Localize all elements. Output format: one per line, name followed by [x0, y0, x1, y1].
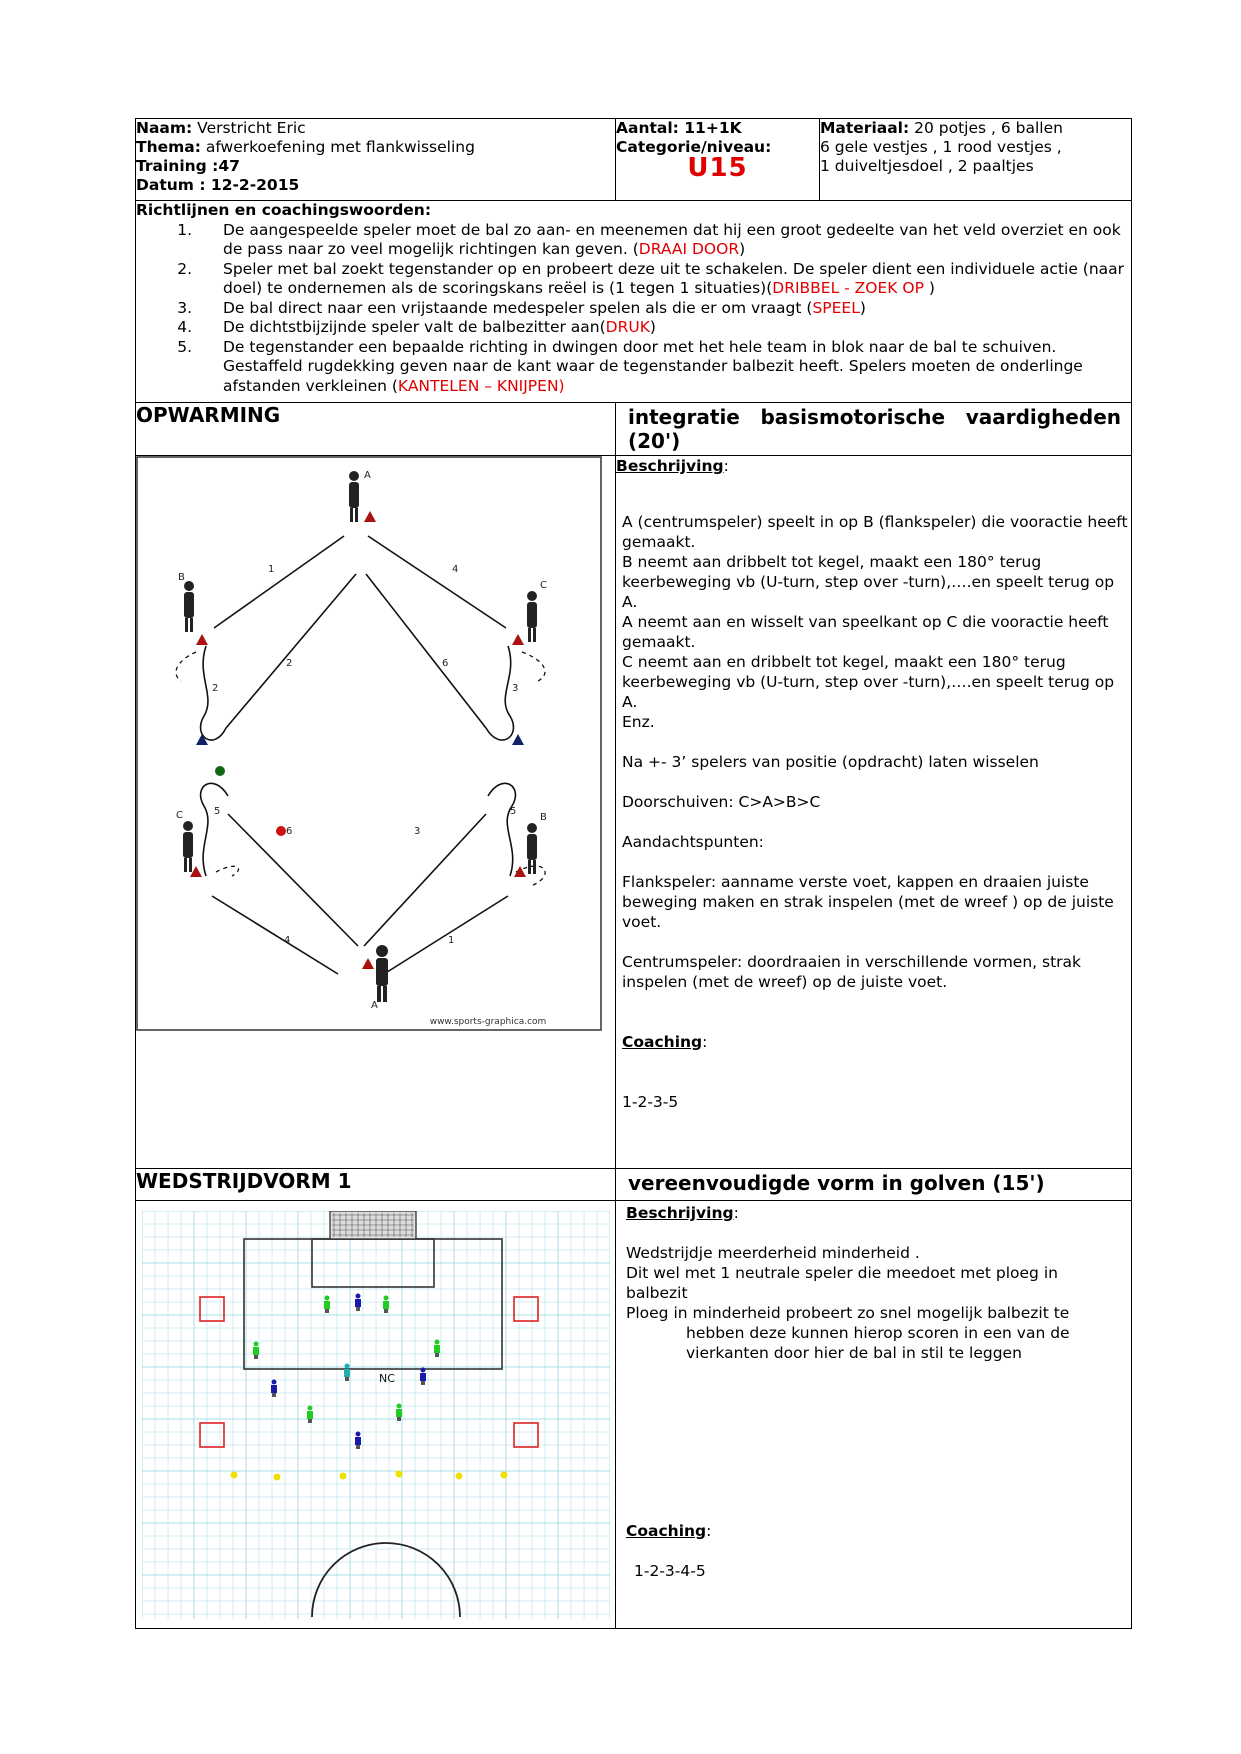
position-label: B [178, 572, 185, 583]
pass-number: 3 [512, 683, 519, 694]
beschrijving-label: Beschrijving [626, 1204, 734, 1222]
training-number: Training :47 [136, 157, 240, 175]
yellow-cone [456, 1473, 463, 1480]
training-table [135, 118, 1132, 1629]
green-player [324, 1296, 330, 1314]
field-players [253, 1294, 440, 1450]
position-label: A [371, 1000, 378, 1011]
materiaal-label: Materiaal: [820, 119, 910, 137]
score-square [200, 1423, 224, 1447]
score-square [200, 1297, 224, 1321]
training-date: Datum : 12-2-2015 [136, 176, 300, 194]
penalty-area [244, 1239, 502, 1369]
yellow-cone [396, 1471, 403, 1478]
desc-line: Ploeg in minderheid probeert zo snel mogelijk balbezit te hebben deze kunnen hierop scoren in een van de vierkanten door hier de bal in stil te leggen [626, 1304, 1070, 1362]
guidelines-list [136, 221, 1131, 397]
guidelines [136, 201, 1132, 403]
position-label: C [176, 810, 183, 821]
guideline-text: De dichtstbijzijnde speler valt de balbezitter aan( [223, 318, 606, 336]
coaching-label: Coaching [622, 1033, 703, 1051]
pass-number: 5 [510, 806, 517, 817]
green-player [396, 1404, 402, 1422]
guideline-num: 3. [177, 298, 192, 317]
naam-value: Verstricht Eric [192, 119, 306, 137]
coaching-value: 1-2-3-4-5 [634, 1562, 706, 1580]
diagram-watermark: www.sports-graphica.com [429, 1017, 547, 1027]
opwarming-description: Beschrijving: A (centrumspeler) speelt in op B (flankspeler) die vooractie heeft gemaakt. B neemt aan dribbelt tot kegel, maakt een 180° terug keerbeweging vb (U-turn, step over -turn),….en speelt terug op A. A neemt aan en wisselt van speelkant op C die vooractie heeft gemaakt. C neemt aan en dribbelt tot kegel, maakt een 180° terug keerbeweging vb (U-turn, step over -turn),….en speelt terug op A. Enz. Na +- 3’ spelers van positie (opdracht) laten wisselen Doorschuiven: C>A>B>C Aandachtspunten: Flankspeler: aanname verste voet, kappen en draaien juiste beweging maken en strak inspelen (met de wreef ) op de juiste voet. Centrumspeler: doordraaien in verschillende vormen, strak inspelen (met de wreef) op de juiste voet. Coaching: 1-2-3-5 [616, 456, 1132, 1169]
guidelines-title: Richtlijnen en coachingswoorden: [136, 201, 432, 219]
categorie-label: Categorie/niveau: [616, 138, 772, 156]
header-group [616, 119, 820, 201]
position-label: C [540, 580, 547, 591]
desc-line: Centrumspeler: doordraaien in verschillende vormen, strak inspelen (met de wreef) op de juiste voet. [622, 953, 1082, 991]
pass-number: 1 [448, 935, 455, 946]
green-player [383, 1296, 389, 1314]
pass-number: 5 [214, 806, 221, 817]
guideline-text: De bal direct naar een vrijstaande medespeler spelen als die er om vraagt ( [223, 298, 813, 317]
guideline-keyword: DRAAI DOOR [638, 240, 740, 258]
pass-number: 3 [414, 826, 421, 837]
guideline-end: ) [923, 279, 935, 297]
wedstrijd-field-cell [136, 1201, 616, 1629]
red-ball [276, 826, 286, 836]
guideline-text: De tegenstander een bepaalde richting in dwingen door met het hele team in blok naar de bal te schuiven. Gestaffeld rugdekking geven naar de kant waar de tegenstander balbezit heeft. Spelers moeten de onderlinge afstanden verkleinen ( [223, 337, 1083, 395]
wedstrijd-description: Beschrijving: Wedstrijdje meerderheid minderheid . Dit wel met 1 neutrale speler die meedoet met ploeg in balbezit Ploeg in minderheid probeert zo snel mogelijk balbezit te hebben deze kunnen hierop scoren in een van de vierkanten door hier de bal in stil te leggen Coaching: 1-2-3-4-5 [616, 1201, 1132, 1629]
guideline-keyword: SPEEL [812, 298, 860, 317]
yellow-cone [501, 1472, 508, 1479]
coaching-value: 1-2-3-5 [622, 1093, 679, 1111]
blue-player [355, 1294, 361, 1312]
guideline-num: 1. [177, 220, 192, 239]
position-label: B [540, 812, 547, 823]
opwarming-diagram-cell [136, 456, 616, 1169]
guideline-keyword: KANTELEN – KNIJPEN) [397, 376, 565, 395]
pass-number: 4 [452, 564, 459, 575]
green-player [253, 1342, 259, 1360]
thema-value: afwerkoefening met flankwisseling [200, 138, 475, 156]
desc-line: C neemt aan en dribbelt tot kegel, maakt een 180° terug keerbeweging vb (U-turn, step over -turn),….en speelt terug op A. [622, 653, 1115, 711]
pass-number: 1 [268, 564, 275, 575]
yellow-cone [340, 1473, 347, 1480]
opwarming-subtitle-text: integratie basismotorische vaardigheden (20') [628, 405, 1121, 453]
guideline-num: 4. [177, 318, 192, 336]
position-label: A [364, 470, 371, 481]
training-sheet [135, 118, 1131, 1629]
guideline-keyword: DRIBBEL - ZOEK OP [772, 279, 924, 297]
blue-player [420, 1368, 426, 1386]
warmup-diagram [136, 456, 602, 1031]
yellow-cone [274, 1474, 281, 1481]
opwarming-title: OPWARMING [136, 403, 616, 456]
yellow-cone [231, 1472, 238, 1479]
aantal: Aantal: 11+1K [616, 119, 742, 137]
desc-line: B neemt aan dribbelt tot kegel, maakt een 180° terug keerbeweging vb (U-turn, step over -turn),….en speelt terug op A. [622, 553, 1115, 611]
materiaal-line3: 1 duiveltjesdoel , 2 paaltjes [820, 157, 1034, 175]
guideline-item [136, 260, 1131, 299]
desc-line: Enz. [622, 713, 655, 731]
center-circle [312, 1543, 460, 1617]
field-grid [142, 1211, 610, 1619]
neutral-player-label: NC [379, 1372, 395, 1385]
guideline-item [136, 338, 1131, 397]
blue-player [355, 1432, 361, 1450]
desc-line: A neemt aan en wisselt van speelkant op C die vooractie heeft gemaakt. [622, 613, 1109, 651]
match-field-diagram [142, 1211, 610, 1619]
desc-line: Doorschuiven: C>A>B>C [622, 793, 821, 811]
wedstrijdvorm-title: WEDSTRIJDVORM 1 [136, 1169, 616, 1201]
pass-number: 2 [212, 683, 219, 694]
green-ball [215, 766, 225, 776]
guideline-item [136, 318, 1131, 338]
guideline-keyword: DRUK [605, 318, 650, 336]
header-identity [136, 119, 616, 201]
guideline-text: De aangespeelde speler moet de bal zo aan- en meenemen dat hij een groot gedeelte van het veld overziet en ook de pass naar zo veel mogelijk richtingen kan geven. ( [223, 220, 1121, 258]
pass-number: 6 [442, 658, 449, 669]
desc-line: Na +- 3’ spelers van positie (opdracht) laten wisselen [622, 753, 1039, 771]
neutral-player [344, 1364, 350, 1382]
guideline-num: 5. [177, 337, 192, 356]
desc-line: Aandachtspunten: [622, 833, 764, 851]
desc-line: Wedstrijdje meerderheid minderheid . [626, 1244, 920, 1262]
wedstrijdvorm-subtitle: vereenvoudigde vorm in golven (15') [616, 1169, 1132, 1201]
pass-number: 2 [286, 658, 293, 669]
guideline-end: ) [649, 318, 656, 336]
pass-number: 4 [284, 935, 291, 946]
guideline-item [136, 299, 1131, 319]
guideline-end: ) [739, 240, 746, 258]
desc-line: Dit wel met 1 neutrale speler die meedoet met ploeg in balbezit [626, 1264, 1058, 1302]
opwarming-subtitle [616, 403, 1132, 456]
header-materiaal [820, 119, 1132, 201]
guideline-num: 2. [177, 259, 192, 278]
beschrijving-label: Beschrijving [616, 457, 724, 475]
green-player [434, 1340, 440, 1358]
desc-line: A (centrumspeler) speelt in op B (flankspeler) die vooractie heeft gemaakt. [622, 513, 1128, 551]
naam-label: Naam: [136, 119, 193, 137]
guideline-item [136, 221, 1131, 260]
score-square [514, 1423, 538, 1447]
score-square [514, 1297, 538, 1321]
guideline-text: Speler met bal zoekt tegenstander op en probeert deze uit te schakelen. De speler dient een individuele actie (naar doel) te ondernemen als de scoringskans reëel is (1 tegen 1 situaties)( [223, 259, 1125, 297]
green-player [307, 1406, 313, 1424]
thema-label: Thema: [136, 138, 201, 156]
materiaal-line1: 20 potjes , 6 ballen [909, 119, 1063, 137]
coaching-label: Coaching [626, 1522, 707, 1540]
guideline-end: ) [859, 298, 866, 317]
desc-line: Flankspeler: aanname verste voet, kappen en draaien juiste beweging maken en strak inspelen (met de wreef ) op de juiste voet. [622, 873, 1114, 931]
pass-number: 6 [286, 826, 293, 837]
niveau-value: U15 [687, 153, 748, 183]
materiaal-line2: 6 gele vestjes , 1 rood vestjes , [820, 138, 1062, 156]
